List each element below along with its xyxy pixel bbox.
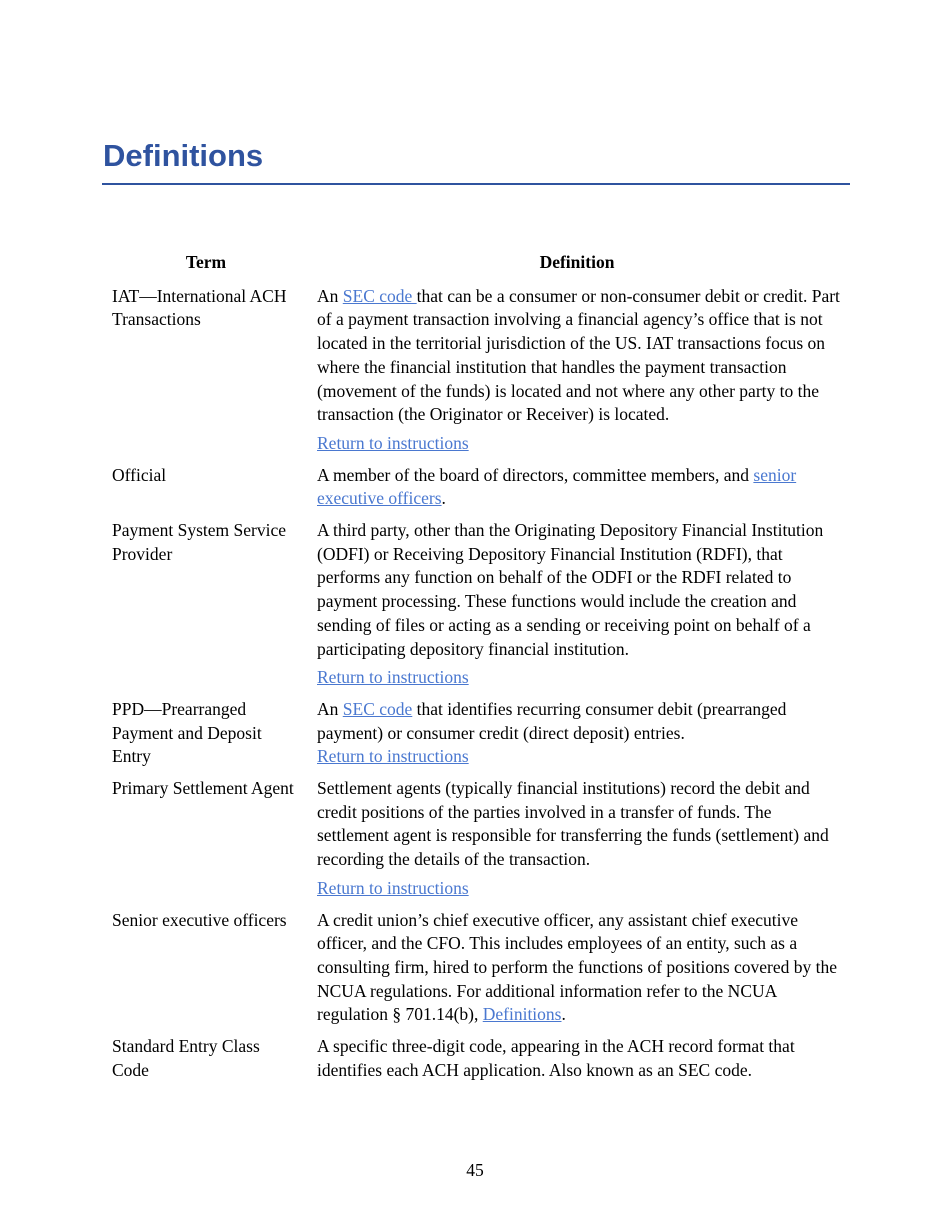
table-row-iat [112,285,852,456]
definition-text: that identifies recurring consumer debit (prearranged payment) or consumer credit (direct deposit) entries. [317,698,787,743]
definition-iat [317,285,844,456]
sec-code-link[interactable]: SEC code [342,285,417,306]
term-iat: IAT—International ACH Transactions [112,285,287,330]
term-column-header: Term [185,252,227,272]
table-row-primary-settlement-agent [112,777,852,901]
term-payment-system-service-provider: Payment System Service Provider [112,520,287,564]
definition-text: A credit union’s chief executive officer, any assistant chief executive officer, and the CFO. This includes employees of an entity, such as a consulting firm, hired to perform the functions of positions covered by the NCUA regulations. For additional information refer to the NCUA regulation § 701.14(b), [317,909,838,1025]
return-to-instructions-link[interactable]: Return to instructions [317,432,469,453]
return-to-instructions-link[interactable]: Return to instructions [317,667,469,688]
definition-column-header: Definition [539,252,615,272]
term-senior-executive-officers: Senior executive officers [112,909,287,930]
definition-text: . [441,488,446,509]
definition-text: An [317,698,343,719]
definition-official [317,464,844,511]
term-primary-settlement-agent: Primary Settlement Agent [112,778,294,799]
page-number: 45 [466,1160,484,1180]
table-header-row [112,251,852,275]
definition-text: . [561,1004,566,1025]
definition-text: A member of the board of directors, committee members, and [317,464,754,485]
table-row-payment-system-service-provider [112,519,852,690]
definition-ppd [317,698,844,769]
definition-text: An [317,285,343,306]
return-to-instructions-link[interactable]: Return to instructions [317,746,469,767]
table-row-standard-entry-class-code [112,1035,852,1082]
table-row-ppd [112,698,852,769]
definition-standard-entry-class-code [317,1035,844,1082]
term-ppd: PPD—Prearranged Payment and Deposit Entry [112,698,262,767]
table-row-official [112,464,852,511]
definition-payment-system-service-provider [317,519,844,690]
return-to-instructions-link[interactable]: Return to instructions [317,877,469,898]
sec-code-link[interactable]: SEC code [342,698,413,719]
definition-senior-executive-officers [317,909,844,1028]
definition-text: that can be a consumer or non-consumer debit or credit. Part of a payment transaction involving a financial agency’s office that is not located in the territorial jurisdiction of the US. IAT transactions focus on where the financial institution that handles the payment transaction (movement of the funds) is located and not where any other party to the transaction (the Originator or Receiver) is located. [317,285,840,425]
definitions-table [112,251,852,1091]
title-divider [102,183,850,185]
table-row-senior-executive-officers [112,909,852,1028]
senior-executive-officers-link[interactable]: senior executive officers [317,464,797,509]
definition-text: A third party, other than the Originating Depository Financial Institution (ODFI) or Receiving Depository Financial Institution (RDFI), that performs any function on behalf of the ODFI or the RDFI related to payment processing. These functions would include the creation and sending of files or acting as a sending or receiving point on behalf of a participating depository financial institution. [317,520,824,659]
definition-text: A specific three-digit code, appearing in the ACH record format that identifies each ACH application. Also known as an SEC code. [317,1036,795,1080]
definitions-link[interactable]: Definitions [482,1004,562,1025]
term-standard-entry-class-code: Standard Entry Class Code [112,1036,260,1080]
definition-primary-settlement-agent [317,777,844,901]
page-title: Definitions [103,138,264,173]
definition-text: Settlement agents (typically financial institutions) record the debit and credit positions of the parties involved in a transfer of funds. The settlement agent is responsible for transferring the funds (settlement) and recording the details of the transaction. [317,778,829,870]
term-official: Official [112,464,167,485]
